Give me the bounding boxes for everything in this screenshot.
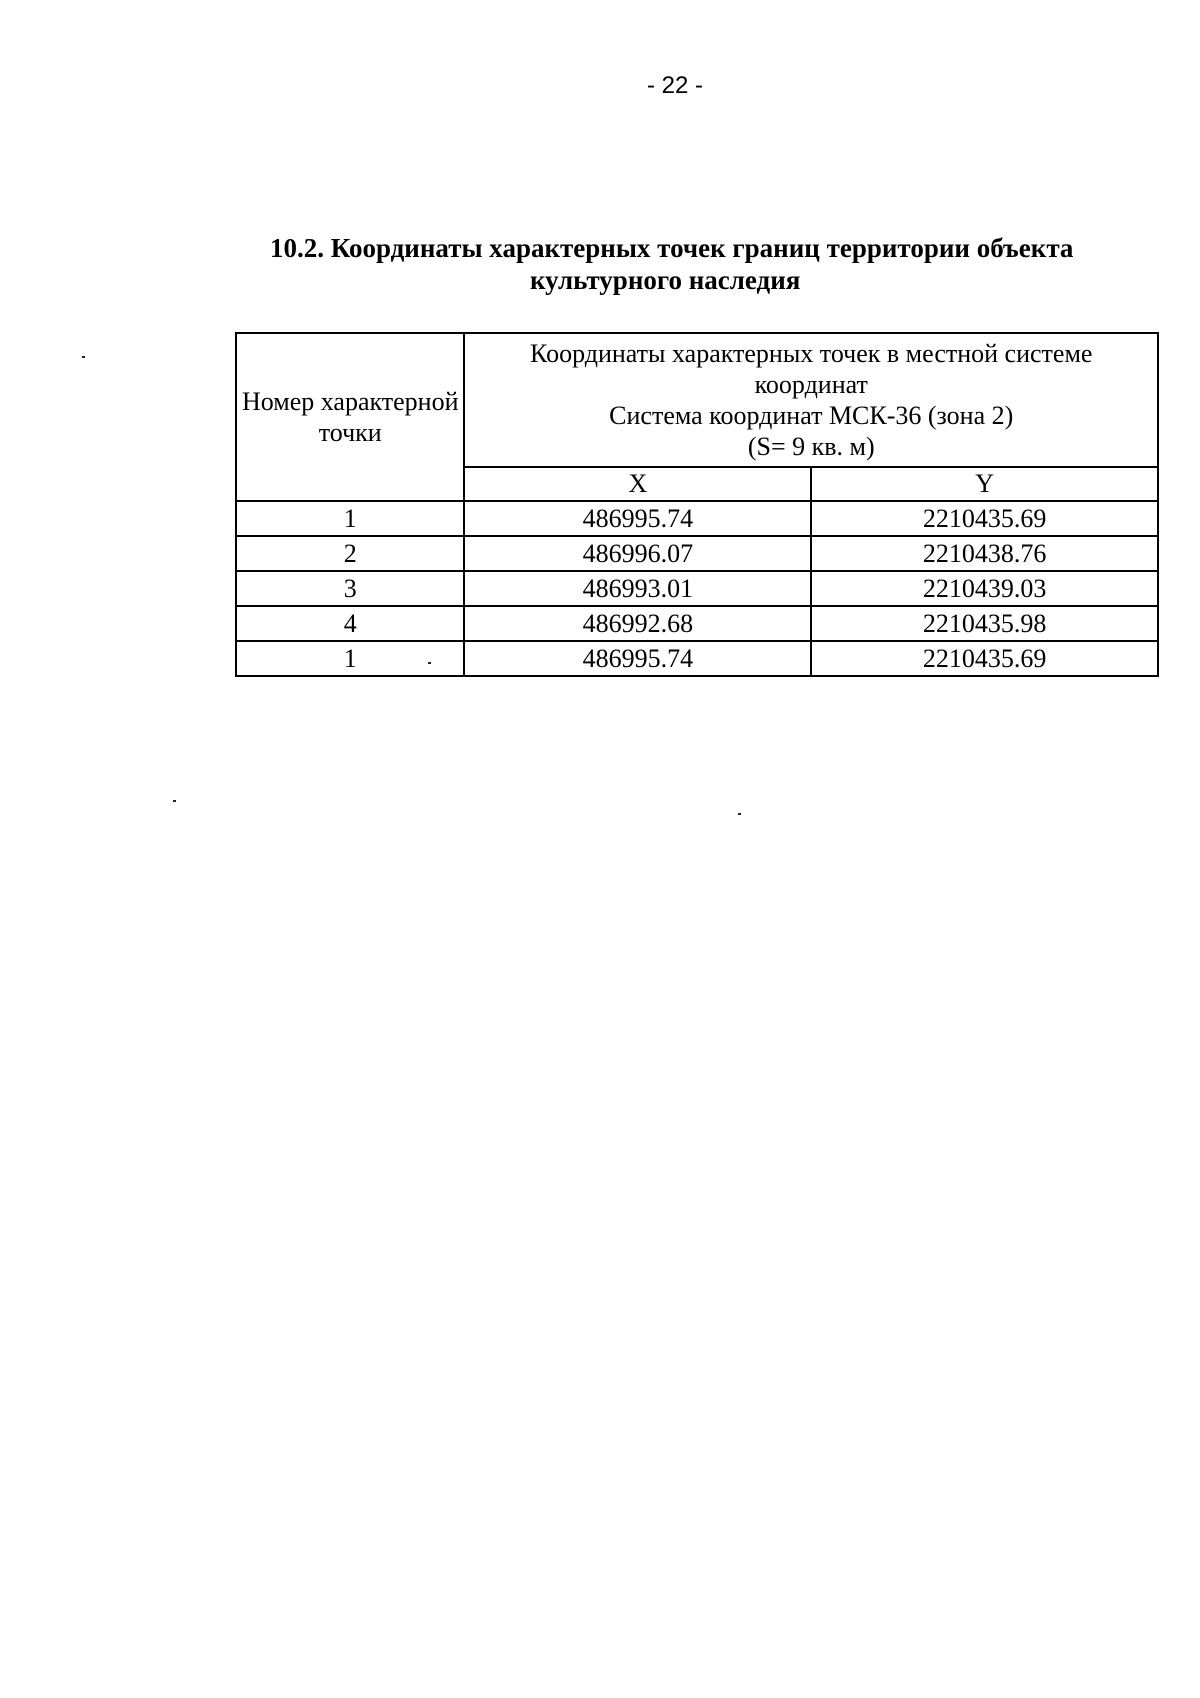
table-row bbox=[236, 606, 1158, 641]
table-row bbox=[236, 536, 1158, 571]
point-number-cell: 1 bbox=[236, 641, 464, 676]
header-coordinates bbox=[464, 333, 1158, 467]
y-coordinate-cell: 2210435.69 bbox=[811, 641, 1158, 676]
scan-speck bbox=[428, 662, 431, 664]
coordinates-table bbox=[235, 332, 1159, 677]
point-number-cell: 3 bbox=[236, 571, 464, 606]
scan-speck bbox=[173, 800, 176, 802]
scan-speck bbox=[82, 356, 85, 358]
table-row bbox=[236, 501, 1158, 536]
header-coordinates-line-2: координат bbox=[754, 370, 868, 399]
page-number: - 22 - bbox=[646, 72, 703, 99]
x-coordinate-cell: 486992.68 bbox=[464, 606, 811, 641]
header-point-number: Номер характерной точки bbox=[236, 333, 464, 501]
table-row bbox=[236, 571, 1158, 606]
x-coordinate-cell: 486993.01 bbox=[464, 571, 811, 606]
header-coordinates-line-3: Система координат МСК-36 (зона 2) bbox=[609, 401, 1014, 430]
section-heading-line-2: культурного наследия bbox=[530, 265, 801, 295]
header-x: X bbox=[464, 467, 811, 501]
y-coordinate-cell: 2210435.98 bbox=[811, 606, 1158, 641]
x-coordinate-cell: 486995.74 bbox=[464, 641, 811, 676]
section-heading-line-1: 10.2. Координаты характерных точек границ территории объекта bbox=[270, 233, 1074, 263]
section-heading bbox=[270, 232, 1150, 296]
y-coordinate-cell: 2210439.03 bbox=[811, 571, 1158, 606]
point-number-cell: 2 bbox=[236, 536, 464, 571]
header-y: Y bbox=[811, 467, 1158, 501]
x-coordinate-cell: 486995.74 bbox=[464, 501, 811, 536]
scan-speck bbox=[738, 813, 741, 815]
x-coordinate-cell: 486996.07 bbox=[464, 536, 811, 571]
y-coordinate-cell: 2210438.76 bbox=[811, 536, 1158, 571]
point-number-cell: 4 bbox=[236, 606, 464, 641]
point-number-cell: 1 bbox=[236, 501, 464, 536]
table-row bbox=[236, 641, 1158, 676]
header-coordinates-line-1: Координаты характерных точек в местной системе bbox=[530, 339, 1093, 368]
header-coordinates-line-4: (S= 9 кв. м) bbox=[747, 432, 875, 461]
y-coordinate-cell: 2210435.69 bbox=[811, 501, 1158, 536]
